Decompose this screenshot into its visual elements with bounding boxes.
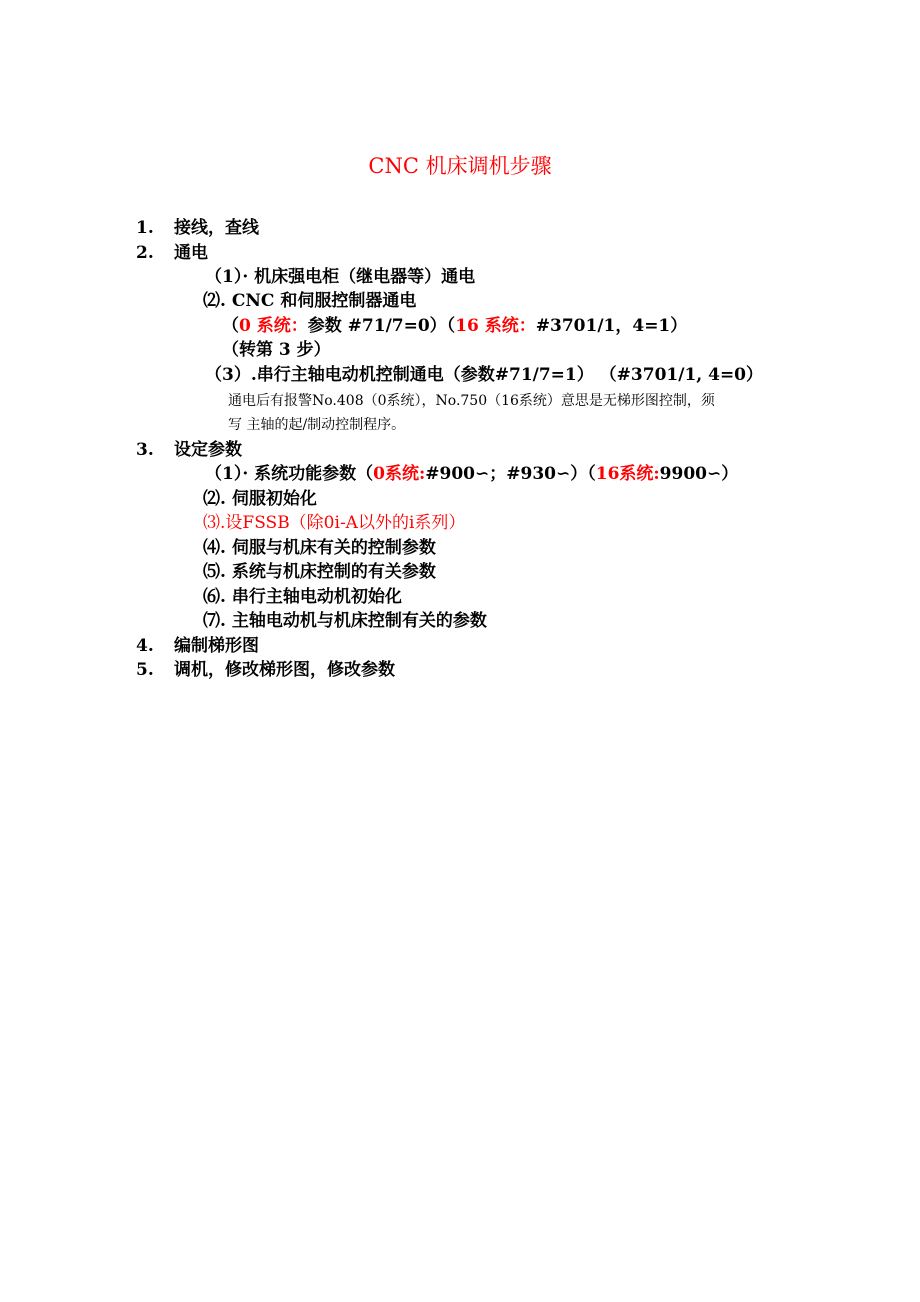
- substep-3-2: ⑵. 伺服初始化: [203, 489, 317, 509]
- substep-2-2: ⑵. CNC 和伺服控制器通电: [203, 291, 417, 311]
- note-line-1: 通电后有报警No.408（0系统），No.750（16系统）意思是无梯形图控制，须: [228, 393, 715, 409]
- text-segment: 参数 #71/7=0）（: [307, 316, 456, 336]
- step-number: 2.: [136, 243, 154, 263]
- step-number: 4.: [136, 636, 154, 656]
- highlight-system-0: 0系统:: [373, 464, 426, 484]
- step-4: [136, 635, 259, 657]
- substep-3-3: ⑶.设FSSB（除0i-A以外的i系列）: [203, 513, 466, 533]
- substep-3-6: ⑹. 串行主轴电动机初始化: [203, 587, 402, 607]
- step-text: 设定参数: [174, 440, 242, 460]
- note-line-2: 写 主轴的起/制动控制程序。: [228, 417, 406, 433]
- substep-3-7: ⑺. 主轴电动机与机床控制有关的参数: [203, 611, 487, 631]
- text-segment: 9900∽）: [659, 464, 739, 484]
- substep-3-5: ⑸. 系统与机床控制的有关参数: [203, 562, 436, 582]
- substep-3-1: [205, 463, 738, 485]
- step-2: [136, 242, 208, 264]
- substep-2-3: （3）.串行主轴电动机控制通电（参数#71/7=1） （#3701/1, 4=0）: [205, 365, 764, 385]
- text-segment: #900∽；#930∽）（: [425, 464, 596, 484]
- text-segment: #3701/1，4=1）: [535, 316, 688, 336]
- step-text: 通电: [174, 243, 208, 263]
- step-3: [136, 439, 242, 461]
- highlight-system-16: 16系统:: [595, 464, 660, 484]
- text-segment: （: [222, 316, 239, 336]
- text-segment: （1）· 系统功能参数（: [205, 464, 374, 484]
- page-title: CNC 机床调机步骤: [368, 154, 552, 178]
- step-5: [136, 659, 395, 681]
- step-text: 接线，查线: [174, 218, 259, 238]
- highlight-system-0: 0 系统：: [239, 316, 308, 336]
- step-text: 调机，修改梯形图，修改参数: [174, 660, 395, 680]
- step-number: 5.: [136, 660, 154, 680]
- step-number: 1.: [136, 218, 154, 238]
- highlight-system-16: 16 系统：: [455, 316, 536, 336]
- step-number: 3.: [136, 440, 154, 460]
- substep-2-1: （1）· 机床强电柜（继电器等）通电: [205, 267, 476, 287]
- substep-2-2-params: [222, 315, 687, 337]
- substep-2-2-goto: （转第 3 步）: [222, 340, 331, 360]
- step-1: [136, 217, 259, 239]
- step-text: 编制梯形图: [174, 636, 259, 656]
- substep-3-4: ⑷. 伺服与机床有关的控制参数: [203, 538, 436, 558]
